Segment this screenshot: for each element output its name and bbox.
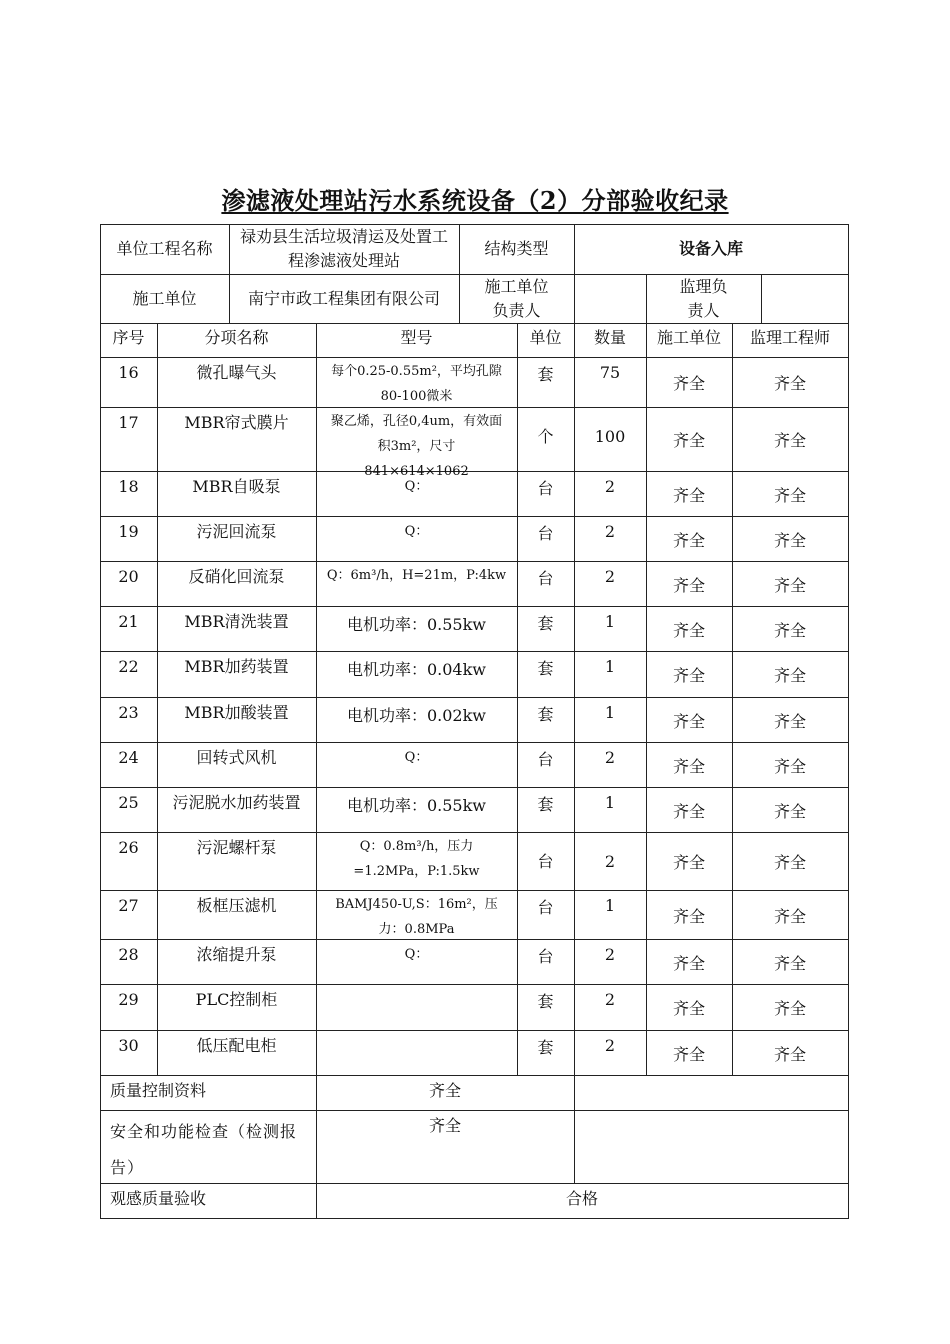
row-supervisor-status: 齐全 [773,853,806,872]
row-contractor-status: 齐全 [672,620,705,640]
row-supervisor-status: 齐全 [773,906,806,926]
safety-check-label: 安全和功能检查（检测报告） [110,1122,298,1177]
row-unit: 台 [537,524,554,543]
row-qty: 2 [604,477,616,496]
construction-unit-value: 南宁市政工程集团有限公司 [247,288,440,308]
row-no: 18 [118,477,139,496]
row-supervisor-status: 齐全 [773,530,806,550]
table-rule [848,224,849,324]
row-no: 22 [118,657,139,676]
row-no: 30 [118,1036,139,1055]
row-contractor-status: 齐全 [672,711,705,731]
row-unit: 套 [537,365,554,384]
row-model: Q：6m³/h，H=21m，P:4kw [326,568,507,583]
row-model: 聚乙烯，孔径0,4um，有效面积3m²，尺寸841×614×1062 [330,414,503,479]
row-model: 电机功率：0.02kw [346,706,487,725]
structure-type-label: 结构类型 [484,239,549,258]
appearance-label: 观感质量验收 [110,1189,207,1208]
row-supervisor-status: 齐全 [773,953,806,973]
row-supervisor-status: 齐全 [773,620,806,640]
row-no: 24 [118,748,139,767]
row-name: MBR加酸装置 [184,703,289,722]
safety-check-value: 齐全 [428,1116,461,1135]
row-supervisor-status: 齐全 [773,485,806,505]
row-contractor-status: 齐全 [672,1044,705,1064]
page-title: 渗滤液处理站污水系统设备（2）分部验收纪录 [221,186,729,215]
row-contractor-status: 齐全 [672,999,705,1018]
row-name: MBR帘式膜片 [184,413,289,432]
row-contractor-status: 齐全 [672,801,705,821]
row-unit: 个 [537,427,554,446]
row-qty: 1 [604,793,616,812]
row-model: Q： [404,947,429,962]
row-name: 污泥脱水加药装置 [172,793,301,812]
table-rule [100,1218,849,1219]
appearance-value: 合格 [565,1189,598,1208]
row-supervisor-status: 齐全 [773,575,806,595]
row-supervisor-status: 齐全 [773,666,806,685]
row-name: PLC控制柜 [195,990,278,1009]
unit-project-value: 禄劝县生活垃圾清运及处置工程渗滤液处理站 [239,227,448,270]
column-header-qty: 数量 [593,328,626,347]
row-supervisor-status: 齐全 [773,999,806,1018]
row-qty: 2 [604,522,616,541]
row-model: 电机功率：0.55kw [346,615,487,634]
row-unit: 台 [537,750,554,769]
row-model: Q：0.8m³/h，压力=1.2MPa，P:1.5kw [353,839,480,879]
row-no: 25 [118,793,139,812]
table-rule [574,1075,575,1184]
row-supervisor-status: 齐全 [773,1044,806,1064]
row-qty: 1 [604,657,616,676]
column-header-unit: 单位 [529,328,562,347]
row-qty: 2 [604,748,616,767]
row-unit: 台 [537,569,554,588]
row-name: 污泥回流泵 [196,522,277,541]
row-name: 反硝化回流泵 [188,567,285,586]
row-name: 微孔曝气头 [196,363,277,382]
row-qty: 2 [604,1036,616,1055]
table-rule [848,323,849,1076]
quality-control-value: 齐全 [428,1081,461,1100]
row-unit: 套 [537,614,554,633]
row-no: 19 [118,522,139,541]
row-no: 27 [118,896,139,915]
row-qty: 100 [594,427,626,446]
row-supervisor-status: 齐全 [773,374,806,393]
row-name: 浓缩提升泵 [196,945,277,964]
column-header-contractor: 施工单位 [656,328,721,347]
row-contractor-status: 齐全 [672,853,705,872]
column-header-name: 分项名称 [204,328,269,347]
row-model: 电机功率：0.55kw [346,796,487,815]
row-supervisor-status: 齐全 [773,711,806,731]
row-contractor-status: 齐全 [672,756,705,776]
row-model: Q： [404,524,429,539]
row-qty: 1 [604,703,616,722]
row-no: 29 [118,990,139,1009]
row-qty: 2 [604,852,616,871]
row-no: 20 [118,567,139,586]
row-name: 回转式风机 [196,748,277,767]
row-model: Q： [404,479,429,494]
row-qty: 2 [604,945,616,964]
row-no: 21 [118,612,139,631]
row-qty: 1 [604,896,616,915]
row-qty: 75 [599,363,621,382]
column-header-model: 型号 [400,328,433,347]
column-header-no: 序号 [112,328,145,347]
row-no: 26 [118,838,139,857]
row-qty: 1 [604,612,616,631]
row-unit: 台 [537,852,554,871]
row-unit: 套 [537,795,554,814]
row-name: MBR加药装置 [184,657,289,676]
construction-unit-label: 施工单位 [132,288,197,308]
row-contractor-status: 齐全 [672,530,705,550]
row-model: BAMJ450-U,S：16m²，压力：0.8MPa [335,897,498,937]
row-supervisor-status: 齐全 [773,431,806,450]
unit-project-label: 单位工程名称 [116,239,213,258]
row-name: MBR自吸泵 [192,477,281,496]
row-model: Q： [404,750,429,765]
row-model [316,1030,517,1075]
row-contractor-status: 齐全 [672,906,705,926]
row-contractor-status: 齐全 [672,666,705,685]
row-unit: 套 [537,992,554,1011]
row-contractor-status: 齐全 [672,575,705,595]
row-unit: 套 [537,659,554,678]
row-model: 电机功率：0.04kw [346,660,487,679]
row-contractor-status: 齐全 [672,374,705,393]
row-contractor-status: 齐全 [672,431,705,450]
supervision-leader-label: 监理负责人 [679,276,728,320]
row-unit: 台 [537,947,554,966]
row-name: MBR清洗装置 [184,612,289,631]
column-header-supervisor: 监理工程师 [749,328,830,347]
row-contractor-status: 齐全 [672,485,705,505]
row-unit: 台 [537,479,554,498]
row-unit: 台 [537,898,554,917]
row-contractor-status: 齐全 [672,953,705,973]
row-model: 每个0.25-0.55m²，平均孔隙80-100微米 [331,364,502,404]
row-qty: 2 [604,567,616,586]
construction-leader-label: 施工单位负责人 [484,276,549,320]
row-model [316,984,517,1030]
row-name: 污泥螺杆泵 [196,838,277,857]
row-no: 16 [118,363,139,382]
row-supervisor-status: 齐全 [773,756,806,776]
quality-control-label: 质量控制资料 [110,1081,207,1100]
row-unit: 套 [537,705,554,724]
supervision-leader-value [761,274,848,323]
row-unit: 套 [537,1038,554,1057]
construction-leader-value [574,274,646,323]
row-name: 低压配电柜 [196,1036,277,1055]
row-name: 板框压滤机 [196,896,277,915]
row-no: 28 [118,945,139,964]
row-no: 17 [118,413,139,432]
table-rule [848,1075,849,1219]
row-qty: 2 [604,990,616,1009]
row-no: 23 [118,703,139,722]
row-supervisor-status: 齐全 [773,801,806,821]
structure-type-value: 设备入库 [678,239,743,258]
